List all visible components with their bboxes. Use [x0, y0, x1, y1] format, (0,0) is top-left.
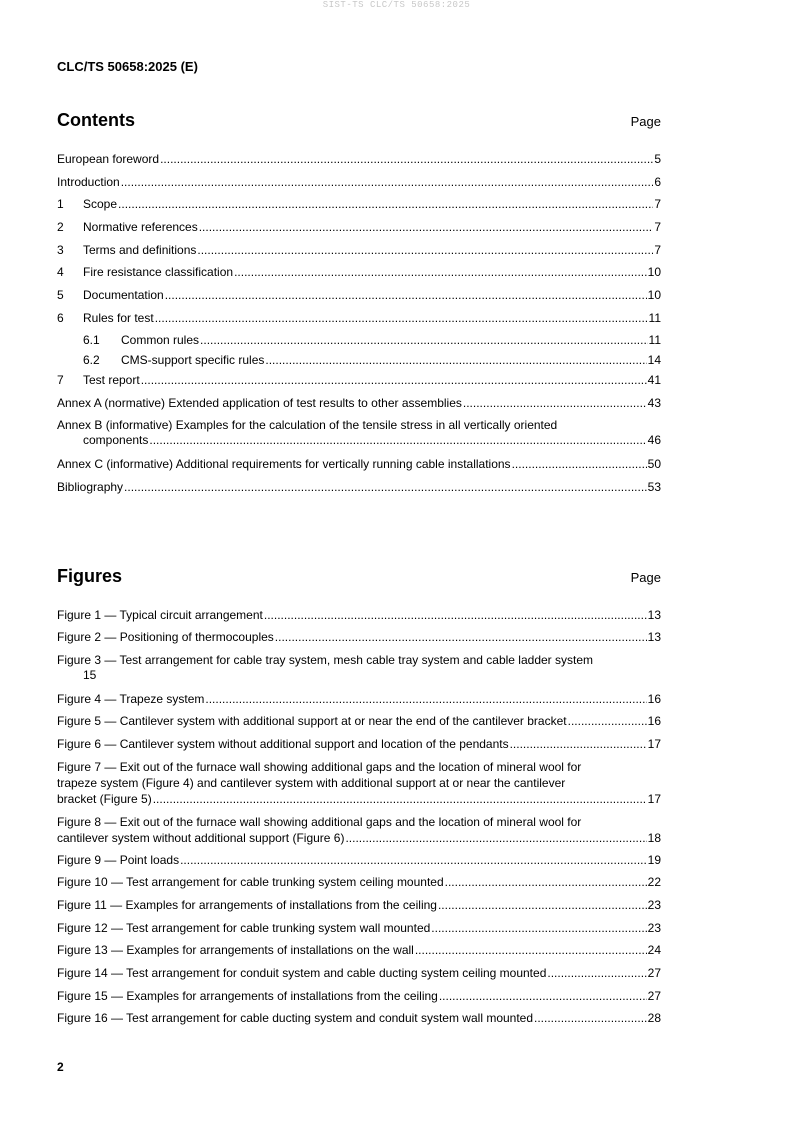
- figure-entry-text: Figure 9 — Point loads: [57, 853, 180, 867]
- toc-entry[interactable]: [57, 243, 661, 258]
- toc-entry-text: Annex C (informative) Additional requirements for vertically running cable installations: [57, 457, 511, 471]
- figure-entry[interactable]: [57, 1011, 661, 1026]
- figure-entry-page: 27: [647, 966, 661, 980]
- toc-entry-text-line1: Annex B (informative) Examples for the calculation of the tensile stress in all vertically oriented: [57, 418, 558, 432]
- toc-entry-text-line2: components: [83, 433, 149, 447]
- figure-entry-page: 28: [647, 1011, 661, 1025]
- document-id: CLC/TS 50658:2025 (E): [57, 59, 198, 74]
- figure-entry-text: Figure 6 — Cantilever system without additional support and location of the pendants: [57, 737, 509, 751]
- toc-entry[interactable]: [57, 311, 661, 326]
- toc-entry-number: 1: [57, 197, 64, 211]
- figure-entry-text: Figure 2 — Positioning of thermocouples: [57, 630, 274, 644]
- toc-entry-text: Documentation: [83, 288, 164, 302]
- toc-entry-annex-b[interactable]: [57, 418, 661, 448]
- figures-page-label: Page: [630, 570, 661, 585]
- figure-entry-text-line2: trapeze system (Figure 4) and cantilever system with additional support at or near the cantilever: [57, 776, 566, 790]
- toc-subentry[interactable]: [57, 353, 661, 368]
- toc-entry[interactable]: [57, 373, 661, 388]
- page-number: 2: [57, 1060, 64, 1074]
- toc-subentry[interactable]: [57, 333, 661, 348]
- toc-entry-number: 6.2: [83, 353, 100, 367]
- figure-entry-text-line1: Figure 7 — Exit out of the furnace wall showing additional gaps and the location of mineral wool for: [57, 760, 582, 774]
- toc-entry[interactable]: [57, 152, 661, 167]
- figure-entry-text-line3: bracket (Figure 5): [57, 792, 152, 806]
- toc-entry[interactable]: [57, 197, 661, 212]
- contents-title: Contents: [57, 110, 135, 130]
- figure-entry-text: Figure 15 — Examples for arrangements of installations from the ceiling: [57, 989, 438, 1003]
- toc-entry-number: 6.1: [83, 333, 100, 347]
- toc-entry-bibliography[interactable]: [57, 480, 661, 495]
- figure-entry-page: 23: [647, 921, 661, 935]
- toc-entry-page: 11: [648, 333, 661, 347]
- figure-entry[interactable]: [57, 966, 661, 981]
- figure-entry-page: 18: [647, 831, 661, 845]
- toc-entry-page: 7: [654, 197, 661, 211]
- toc-entry-text: CMS-support specific rules: [121, 353, 265, 367]
- figure-entry[interactable]: [57, 714, 661, 729]
- toc-entry[interactable]: [57, 288, 661, 303]
- figure-entry-page: 16: [647, 692, 661, 706]
- figure-entry-page: 27: [647, 989, 661, 1003]
- toc-entry[interactable]: [57, 220, 661, 235]
- figure-entry-text-line2: cantilever system without additional support (Figure 6): [57, 831, 345, 845]
- watermark: SIST-TS CLC/TS 50658:2025: [322, 0, 471, 10]
- figure-entry-page: 24: [647, 943, 661, 957]
- toc-entry-page: 43: [647, 396, 661, 410]
- toc-entry-text: Bibliography: [57, 480, 124, 494]
- figure-entry-text: Figure 11 — Examples for arrangements of installations from the ceiling: [57, 898, 437, 912]
- toc-entry-text: Fire resistance classification: [83, 265, 234, 279]
- toc-entry-text: Introduction: [57, 175, 120, 189]
- figure-entry-text: Figure 10 — Test arrangement for cable trunking system ceiling mounted: [57, 875, 444, 889]
- figure-entry[interactable]: [57, 853, 661, 868]
- toc-entry-text: Normative references: [83, 220, 198, 234]
- toc-entry-page: 7: [654, 220, 661, 234]
- toc-entry-page: 50: [647, 457, 661, 471]
- figure-entry[interactable]: [57, 760, 661, 807]
- figure-entry[interactable]: [57, 692, 661, 707]
- toc-entry-text: Rules for test: [83, 311, 154, 325]
- toc-entry-page: 5: [654, 152, 661, 166]
- figure-entry-text: Figure 13 — Examples for arrangements of installations on the wall: [57, 943, 414, 957]
- contents-page-label: Page: [630, 114, 661, 129]
- toc-entry-number: 5: [57, 288, 64, 302]
- toc-entry-number: 3: [57, 243, 64, 257]
- figure-entry[interactable]: [57, 653, 661, 683]
- toc-entry-number: 4: [57, 265, 64, 279]
- figure-entry[interactable]: [57, 875, 661, 890]
- figure-entry[interactable]: [57, 921, 661, 936]
- figure-entry-page: 16: [647, 714, 661, 728]
- toc-entry-number: 2: [57, 220, 64, 234]
- figure-entry-page: 17: [647, 737, 661, 751]
- figure-entry[interactable]: [57, 943, 661, 958]
- toc-entry-page: 14: [647, 353, 661, 367]
- toc-entry-annex-c[interactable]: [57, 457, 661, 472]
- figure-entry[interactable]: [57, 898, 661, 913]
- toc-entry-page: 41: [647, 373, 661, 387]
- toc-entry-text: Annex A (normative) Extended application of test results to other assemblies: [57, 396, 462, 410]
- toc-entry-page: 10: [647, 265, 661, 279]
- toc-entry-page: 10: [647, 288, 661, 302]
- toc-entry[interactable]: [57, 175, 661, 190]
- figure-entry[interactable]: [57, 989, 661, 1004]
- toc-entry-text: Common rules: [121, 333, 200, 347]
- figure-entry-page: 15: [83, 668, 97, 682]
- figure-entry-text: Figure 5 — Cantilever system with additional support at or near the end of the cantilever bracket: [57, 714, 567, 728]
- figure-entry-page: 17: [647, 792, 661, 806]
- toc-entry-number: 6: [57, 311, 64, 325]
- toc-entry-number: 7: [57, 373, 64, 387]
- figures-title: Figures: [57, 566, 123, 586]
- figure-entry[interactable]: [57, 815, 661, 846]
- figure-entry-text: Figure 12 — Test arrangement for cable trunking system wall mounted: [57, 921, 431, 935]
- figure-entry[interactable]: [57, 608, 661, 623]
- toc-entry-page: 46: [647, 433, 661, 447]
- toc-entry-text: Terms and definitions: [83, 243, 197, 257]
- toc-entry-page: 7: [654, 243, 661, 257]
- figure-entry-text: Figure 4 — Trapeze system: [57, 692, 205, 706]
- figure-entry-page: 22: [647, 875, 661, 889]
- toc-entry-annex-a[interactable]: [57, 396, 661, 411]
- figure-entry-page: 13: [647, 608, 661, 622]
- toc-entry-text: European foreword: [57, 152, 160, 166]
- toc-entry-page: 11: [648, 311, 661, 325]
- figure-entry-page: 13: [647, 630, 661, 644]
- figure-entry-text: Figure 16 — Test arrangement for cable ducting system and conduit system wall mounted: [57, 1011, 534, 1025]
- figure-entry-text: Figure 1 — Typical circuit arrangement: [57, 608, 263, 622]
- toc-entry-text: Test report: [83, 373, 140, 387]
- figure-entry-text-line1: Figure 8 — Exit out of the furnace wall showing additional gaps and the location of mineral wool for: [57, 815, 582, 829]
- figure-entry-page: 19: [647, 853, 661, 867]
- toc-entry-page: 53: [647, 480, 661, 494]
- toc-entry-page: 6: [654, 175, 661, 189]
- figure-entry-page: 23: [647, 898, 661, 912]
- figure-entry-text-line1: Figure 3 — Test arrangement for cable tray system, mesh cable tray system and cable ladder system: [57, 653, 594, 667]
- figure-entry-text: Figure 14 — Test arrangement for conduit system and cable ducting system ceiling mounted: [57, 966, 547, 980]
- toc-entry[interactable]: [57, 265, 661, 280]
- toc-entry-text: Scope: [83, 197, 118, 211]
- figure-entry[interactable]: [57, 630, 661, 645]
- figure-entry[interactable]: [57, 737, 661, 752]
